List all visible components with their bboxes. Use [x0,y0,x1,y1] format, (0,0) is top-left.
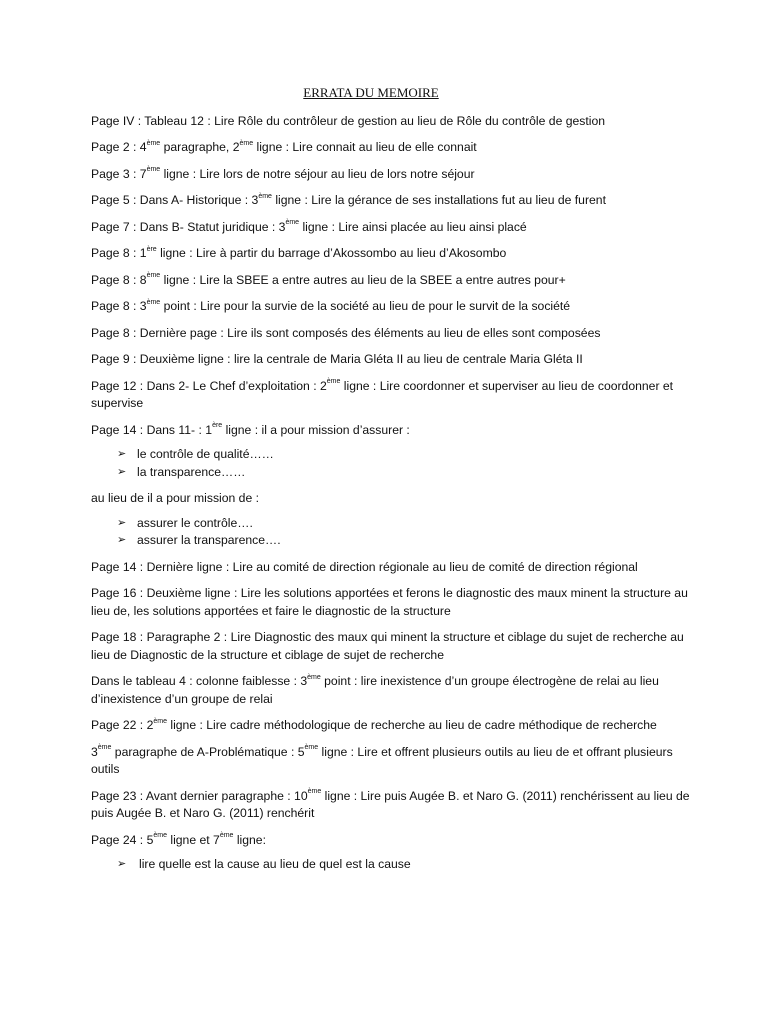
ordinal-superscript: ère [212,422,223,430]
arrow-bullet-icon: ➢ [117,448,127,460]
arrow-bullet-icon: ➢ [117,858,127,870]
ordinal-superscript: ème [239,139,254,147]
entry-text: Page 3 : 7 [91,166,147,181]
bullet-text: le contrôle de qualité…… [137,447,274,461]
ordinal-superscript: ème [146,139,161,147]
entry-text: ligne et 7 [166,832,220,847]
entry-text: ligne : Lire à partir du barrage d’Akossombo au lieu d’Akosombo [156,246,507,260]
errata-entry [91,788,691,823]
mid-text: au lieu de il a pour mission de : [91,491,260,505]
entry-text: Page 22 : 2 [91,718,154,732]
entry-text: Page IV : Tableau 12 : Lire Rôle du contrôleur de gestion au lieu de Rôle du contrôle de gestion [91,113,606,128]
entry-text: Page 8 : 3 [91,299,147,313]
errata-entry [91,351,691,369]
entry-text: paragraphe de A-Problématique : 5 [111,744,305,759]
errata-entry [91,585,691,620]
entry-text: ligne : Lire puis Augée B. et Naro G. (2011) renchérissent au lieu de puis Augée B. et Naro G. (2011) renchérit [91,788,690,820]
ordinal-superscript: ème [146,272,161,280]
entry-text: Page 18 : Paragraphe 2 : Lire Diagnostic des maux qui minent la structure et ciblage du sujet de recherche au lieu de Diagnostic de la structure et ciblage de sujet de recherche [91,630,684,662]
document-title: ERRATA DU MEMOIRE [303,85,439,100]
entry-text: ligne : Lire coordonner et superviser au lieu de coordonner et supervise [91,378,674,410]
bullet-item [91,464,691,482]
entries-group-1 [91,113,691,440]
bullet-text: assurer le contrôle…. [137,515,253,530]
entry-text: ligne : Lire connait au lieu de elle connait [253,140,477,154]
entry-text: ligne : il a pour mission d’assurer : [222,422,410,437]
bullet-list-b [91,515,691,550]
entry-text: Page 23 : Avant dernier paragraphe : 10 [91,788,308,803]
ordinal-superscript: ème [219,832,234,840]
entry-text: Page 5 : Dans A- Historique : 3 [91,193,259,207]
entry-text: ligne : Lire ainsi placée au lieu ainsi placé [299,219,527,234]
ordinal-superscript: ème [285,219,300,227]
bullet-text: lire quelle est la cause au lieu de quel est la cause [139,857,411,871]
entry-text: point : lire inexistence d’un groupe électrogène de relai au lieu d’inexistence d’un groupe de relai [91,674,659,706]
entry-text: Page 8 : 1 [91,246,147,260]
bullet-text: la transparence…… [137,464,246,479]
bullet-item [91,446,691,464]
entry-text: 3 [91,744,98,759]
bullet-list-a [91,446,691,481]
entry-text: Page 8 : Dernière page : Lire ils sont composés des éléments au lieu de elles sont composées [91,325,601,340]
entry-text: Page 16 : Deuxième ligne : Lire les solutions apportées et ferons le diagnostic des maux minent la structure au lieu de, les solutions apportées et faire le diagnostic de la structure [91,586,688,618]
bullet-item [91,856,691,874]
entry-text: paragraphe, 2 [160,140,240,154]
entry-text: ligne : Lire et offrent plusieurs outils au lieu de et offrant plusieurs outils [91,744,673,776]
entry-text: ligne: [233,832,266,847]
errata-entry [91,744,691,779]
errata-entry [91,272,691,290]
errata-entry [91,245,691,263]
errata-entry [91,559,691,577]
errata-entry [91,298,691,316]
ordinal-superscript: ème [304,744,319,752]
entries-group-2 [91,559,691,850]
errata-entry [91,113,691,131]
ordinal-superscript: ème [258,192,272,200]
entry-text: ligne : Lire lors de notre séjour au lieu de lors notre séjour [160,166,475,181]
bullet-text: assurer la transparence…. [137,533,281,547]
entry-text: Page 2 : 4 [91,140,147,154]
errata-entry [91,832,691,850]
arrow-bullet-icon: ➢ [117,465,127,478]
errata-entry [91,219,691,237]
entry-text: ligne : Lire cadre méthodologique de recherche au lieu de cadre méthodique de recherche [166,718,657,732]
ordinal-superscript: ème [146,166,161,174]
errata-entry [91,717,691,735]
entry-text: Page 12 : Dans 2- Le Chef d’exploitation : 2 [91,378,327,393]
bullet-item [91,515,691,533]
entry-text: Page 7 : Dans B- Statut juridique : 3 [91,219,286,234]
errata-entry [91,673,691,708]
errata-entry [91,166,691,184]
ordinal-superscript: ème [97,744,112,752]
entry-text: point : Lire pour la survie de la société au lieu de pour le survit de la société [160,299,571,313]
bullet-list-c [91,856,691,874]
entry-text: Page 24 : 5 [91,832,154,847]
entry-text: ligne : Lire la gérance de ses installations fut au lieu de furent [271,193,606,207]
entry-text: Dans le tableau 4 : colonne faiblesse : 3 [91,674,308,688]
entry-text: Page 8 : 8 [91,272,147,287]
ordinal-superscript: ère [146,245,157,253]
ordinal-superscript: ème [153,832,167,840]
entry-text: Page 14 : Dans 11- : 1 [91,422,213,437]
errata-entry [91,139,691,157]
ordinal-superscript: ème [326,378,341,386]
errata-entry [91,192,691,210]
errata-entry [91,325,691,343]
entry-text: Page 9 : Deuxième ligne : lire la centrale de Maria Gléta II au lieu de centrale Maria Gléta II [91,352,583,366]
arrow-bullet-icon: ➢ [117,534,127,546]
ordinal-superscript: ème [146,298,161,306]
ordinal-superscript: ème [307,788,322,796]
errata-entry [91,378,691,413]
entry-text: ligne : Lire la SBEE a entre autres au lieu de la SBEE a entre autres pour+ [160,272,566,287]
errata-entry [91,629,691,664]
arrow-bullet-icon: ➢ [117,516,127,529]
ordinal-superscript: ème [307,673,321,681]
bullet-item [91,532,691,550]
entry-text: Page 14 : Dernière ligne : Lire au comité de direction régionale au lieu de comité de direction régional [91,559,638,574]
ordinal-superscript: ème [153,717,167,725]
errata-entry [91,422,691,440]
errata-page [91,84,691,883]
